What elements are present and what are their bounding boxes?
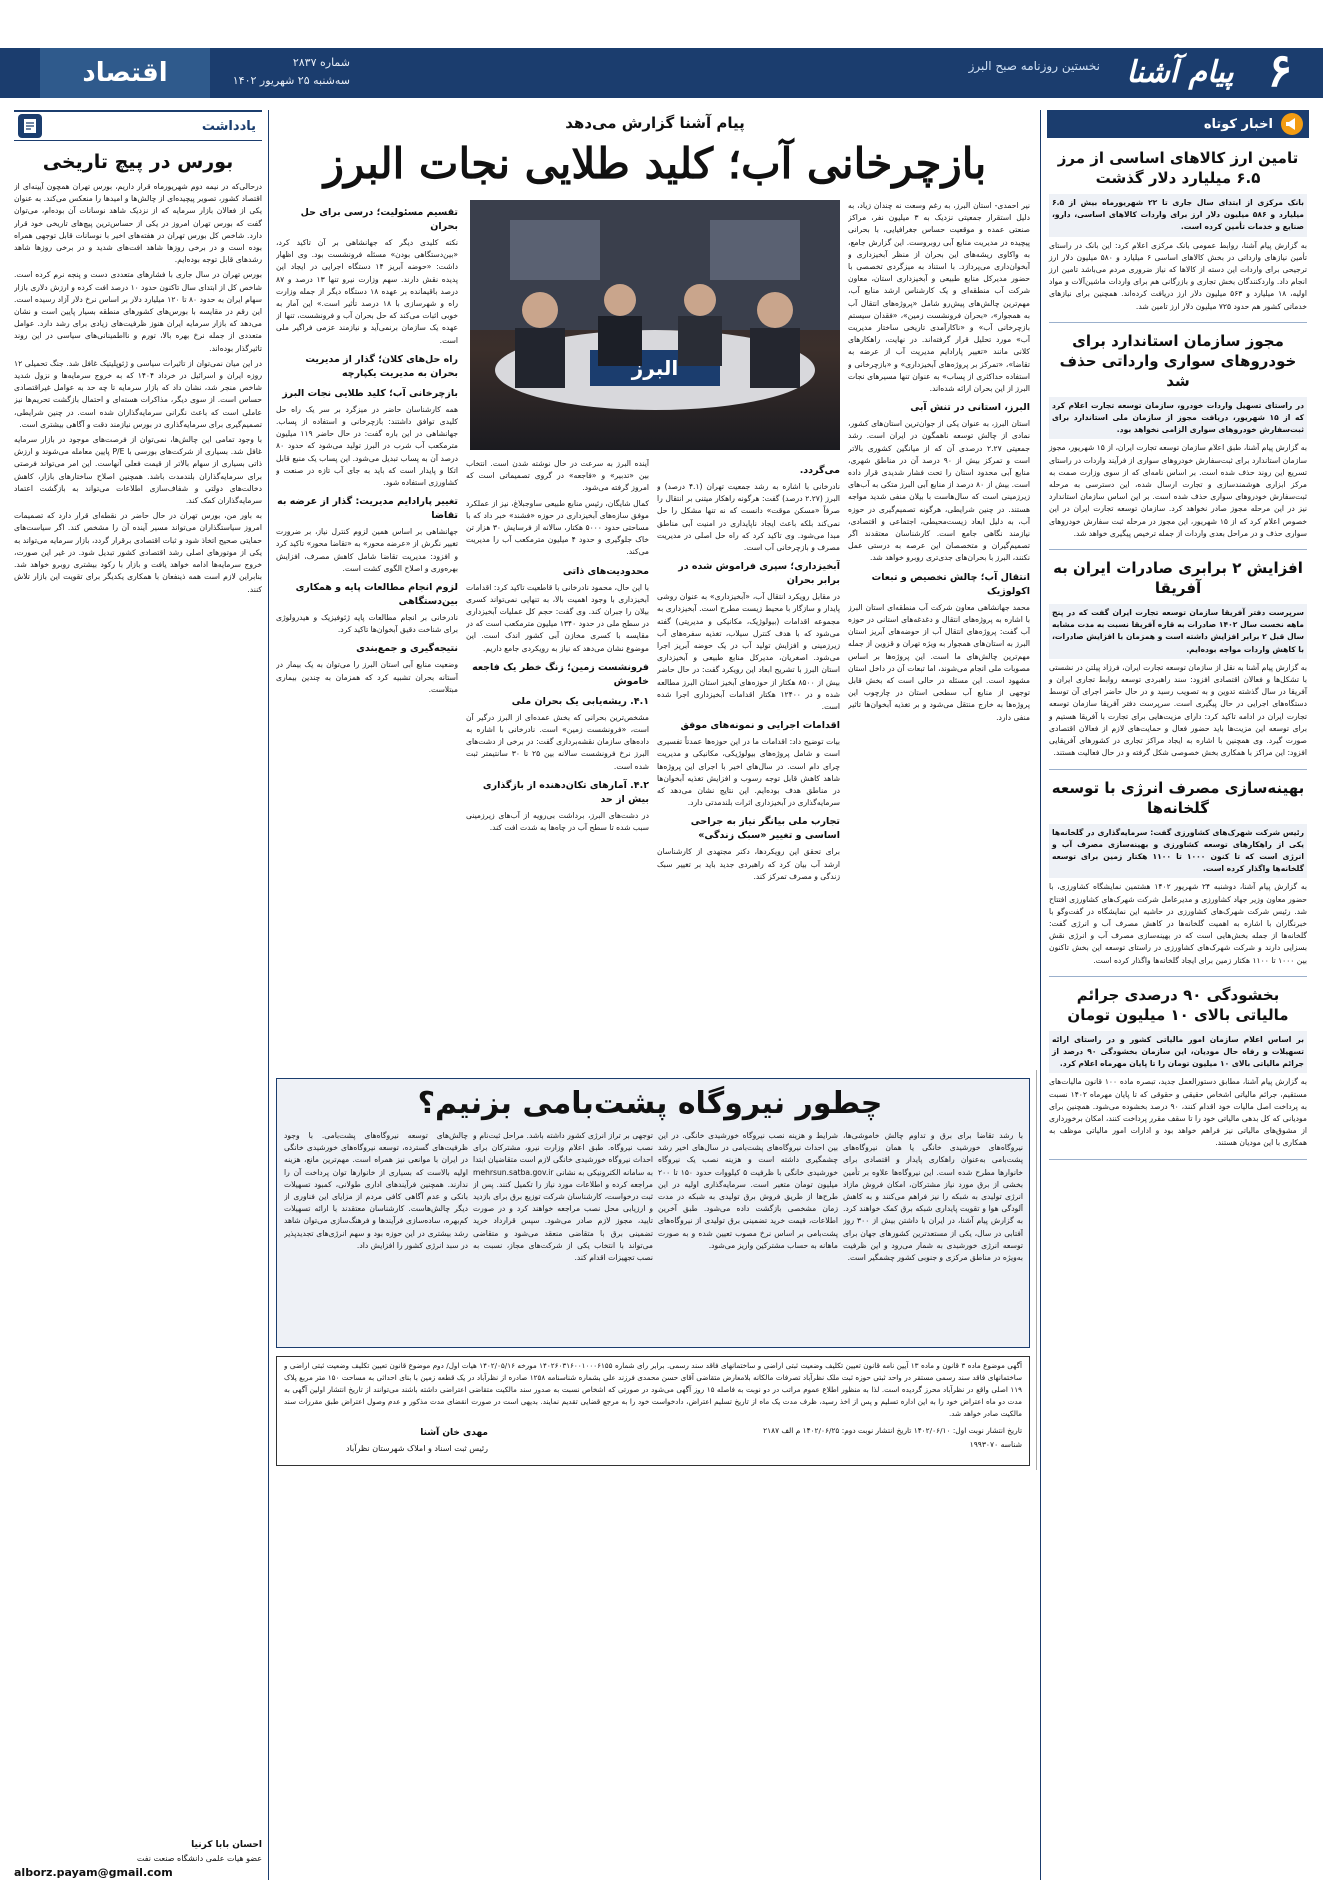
- article-subheading: بازچرخانی آب؛ کلید طلایی نجات البرز: [282, 387, 458, 399]
- article-subheading: نتیجه‌گیری و جمع‌بندی: [356, 643, 458, 655]
- article-subheading: اقدامات اجرایی و نمونه‌های موفق: [680, 720, 840, 732]
- main-column-4: [276, 200, 458, 1070]
- legal-notice-text: آگهی موضوع ماده ۳ قانون و ماده ۱۳ آیین نامه قانون تعیین تکلیف وضعیت ثبتی اراضی و ساختمانهای فاقد سند رسمی. برابر رای شماره ۱۴۰۲۶۰۳۱۶۰۰۱۰۰۰۶۱۵۵ مورخه ۱۴۰۲/۰۵/۱۶ هیات اول/ دوم موضوع قانون تعیین تکلیف وضعیت ثبتی اراضی و ساختمانهای فاقد سند رسمی مستقر در واحد ثبتی حوزه ثبت ملک نظرآباد تصرفات مالکانه بلامعارض متقاضی آقای حسن محمدی فرزند علی بشماره شناسنامه ۱۲۵۸ صادره از نظرآباد در یک قطعه زمین با بنای احداثی به مساحت ۱۵۰ متر مربع پلاک ۱۱۹ اصلی واقع در نظرآباد محرز گردیده است. لذا به منظور اطلاع عموم مراتب در دو نوبت به فاصله ۱۵ روز آگهی می‌شود در صورتی که اشخاص نسبت به صدور سند مالکیت متقاضی اعتراضی داشته باشند می‌توانند از تاریخ انتشار اولین آگهی به مدت دو ماه اعتراض خود را به این اداره تسلیم و پس از اخذ رسید، ظرف مدت یک ماه از تاریخ تسلیم اعتراض، دادخواست خود را به مرجع قضایی تقدیم نمایند. بدیهی است در صورت انقضای مدت مذکور و عدم وصول اعتراض طبق مقررات سند مالکیت صادر خواهد شد.: [284, 1361, 1022, 1418]
- news-brief-title: اخبار کوتاه: [1203, 116, 1273, 132]
- news-item: [1049, 148, 1307, 323]
- news-item-title: تامین ارز کالاهای اساسی از مرز ۶.۵ میلیارد دلار گذشت: [1057, 149, 1299, 187]
- notebook-icon: [18, 114, 42, 138]
- ad-paragraph: با رشد تقاضا برای برق و تداوم چالش خاموشی‌ها، نیروگاه‌های خورشیدی خانگی یا همان نیروگاه‌های پشت‌بامی به‌عنوان راهکاری پایدار و اقتصادی برای خانوارها مطرح شده است. این نیروگاه‌ها علاوه بر تأمین بخشی از برق مورد نیاز مشترکان، امکان فروش مازاد انرژی تولیدی به شبکه را نیز فراهم می‌کنند و به کاهش آلودگی هوا و تقویت پایداری شبکه برق کمک خواهند کرد. به گزارش پیام آشنا، در ایران با داشتن بیش از ۳۰۰ روز آفتابی در سال، یکی از مستعدترین کشورهای جهان برای توسعه انرژی خورشیدی به شمار می‌رود و این ظرفیت به‌ویژه در مناطق مرکزی و جنوبی کشور چشمگیر است.: [843, 1131, 1023, 1263]
- article-subheading: تجارب ملی بیانگر نیاز به جراحی اساسی و تغییر «سبک زندگی»: [690, 816, 840, 842]
- editorial-paragraph: بورس تهران در سال جاری با فشارهای متعددی دست و پنجه نرم کرده است. شاخص کل از ابتدای سال تاکنون حدود ۱۰ درصد افت کرده و ارزش دلاری بازار سهام ایران به حدود ۸۰ تا ۱۲۰ میلیارد دلار بر اساس نرخ دلار آزاد رسیده است. این رقم در مقایسه با بورس‌های کشورهای منطقه بسیار پایین است و نشان می‌دهد که بازار سرمایه ایران هنوز ظرفیت‌های زیادی برای رشد دارد. عوامل متعددی از جمله نرخ بهره بالا، تورم و نااطمینانی‌های سیاسی در این روند تاثیرگذار بوده‌اند.: [14, 270, 262, 353]
- main-title: بازچرخانی آب؛ کلید طلایی نجات البرز: [323, 139, 987, 188]
- editorial-title: بورس در پیچ تاریخی: [42, 151, 234, 173]
- news-item-title: مجوز سازمان استاندارد برای خودروهای سواری وارداتی حذف شد: [1059, 331, 1297, 390]
- news-item-title: بخشودگی ۹۰ درصدی جرائم مالیاتی بالای ۱۰ میلیون تومان: [1067, 985, 1289, 1024]
- article-paragraph: در دشت‌های البرز، برداشت بی‌رویه از آب‌های زیرزمینی سبب شده تا سطح آب در چاه‌ها به شدت افت کند.: [466, 810, 649, 833]
- article-paragraph: کمال شایگان، رئیس منابع طبیعی ساوجبلاغ، نیز از عملکرد موفق سازه‌های آبخیزداری در حوزه «فشند» خبر داد که با مساحتی حدود ۵۰۰۰ هکتار، سالانه از فرسایش ۳۰ هزار تن خاک جلوگیری و حدود ۴ میلیون مترمکعب آب را مدیریت می‌کند.: [466, 498, 649, 557]
- article-paragraph: جهانشاهی بر اساس همین لزوم کنترل نیاز، بر ضرورت تغییر نگرش از «عرضه محور» به «تقاضا محور» تاکید کرد و افزود: مدیریت تقاضا شامل کاهش مصرف، افزایش بهره‌وری و اصلاح الگوی کشت است.: [276, 527, 458, 573]
- article-subheading: البرز، استانی در تنش آبی: [910, 402, 1030, 414]
- page-number: ۶: [1267, 43, 1293, 97]
- main-kicker: پیام آشنا گزارش می‌دهد: [565, 114, 745, 132]
- news-item-body: به گزارش پیام آشنا، دوشنبه ۲۴ شهریور ۱۴۰۲ هشتمین نمایشگاه کشاورزی، با حضور معاون وزیر جهاد کشاورزی و مدیرعامل شرکت شهرک‌های کشاورزی افتتاح شد. رئیس شرکت شهرک‌های کشاورزی در حاشیه این نمایشگاه در گفت‌وگو با خبرنگاران با اشاره به اهمیت گلخانه‌ها در کاهش مصرف آب و انرژی گفت: گلخانه‌ها از جمله بخش‌هایی است که در بهینه‌سازی مصرف آب و انرژی نقش بسزایی دارند و شرکت شهرک‌های کشاورزی در راستای توسعه این بخش تاکنون بین ۱۰۰۰ تا ۱۱۰۰ هکتار زمین برای ایجاد گلخانه‌ها واگذار کرده است.: [1049, 882, 1308, 965]
- article-paragraph: بیات توضیح داد: اقدامات ما در این حوزه‌ها عمدتاً تفسیری است و شامل پروژه‌های بیولوژیکی، مکانیکی و مدیریت چرای دام است. در سال‌های اخیر با اجرای این پروژه‌ها شاهد کاهش قابل توجه رسوب و افزایش تغذیه آبخوان‌ها در مناطق هدف بوده‌ایم. این نتایج نشان می‌دهد که سرمایه‌گذاری در آبخیزداری اثرات بلندمدتی دارد.: [657, 737, 840, 808]
- article-paragraph: همه کارشناسان حاضر در میزگرد بر سر یک راه حل کلیدی توافق داشتند: بازچرخانی و استفاده از پساب. جهانشاهی در این باره گفت: در حال حاضر ۱۱۹ میلیون مترمکعب آب شرب در البرز تولید می‌شود که حدود ۸۰ درصد آن به پساب تبدیل می‌شود. این پساب یک منبع قابل اتکا و پایدار است که باید به جای آب تازه در صنعت و کشاورزی استفاده شود.: [276, 404, 458, 488]
- ad-column-2: [658, 1130, 838, 1342]
- article-paragraph: نکته کلیدی دیگر که جهانشاهی بر آن تاکید کرد، «بین‌دستگاهی بودن» مسئله فرونشست بود. وی اظهار داشت: «حوضه آبریز ۱۴ دستگاه اجرایی در ایجاد این پدیده نقش دارند. سهم وزارت نیرو تنها ۱۳ درصد و ۸۷ درصد باقیمانده بر عهده ۱۸ دستگاه دیگر از جمله وزارت راه و شهرسازی با ۱۸ درصد تأثیر است.» این آمار به خوبی اثبات می‌کند که حل بحران آب و فرونشست، تنها از عهده یک سازمان برنمی‌آید و نیازمند عزمی فراگیر ملی است.: [276, 238, 458, 345]
- editorial-paragraph: به باور من، بورس تهران در حال حاضر در نقطه‌ای قرار دارد که تصمیمات امروز سیاستگذاران می‌تواند مسیر آینده آن را مشخص کند. اگر سیاست‌های حمایتی صحیح اتخاذ شود و ثبات اقتصادی برقرار گردد، بازار سرمایه می‌تواند به یکی از موتورهای اصلی رشد اقتصادی کشور تبدیل شود. در غیر این صورت، خروج سرمایه‌ها ادامه خواهد یافت و بازار با رکود بیشتری روبرو خواهد شد. بنابراین لازم است همه ذینفعان با همکاری یکدیگر برای تقویت این بازار تلاش کنند.: [14, 511, 262, 594]
- roundtable-image: [470, 200, 840, 450]
- news-item-body: به گزارش پیام آشنا، مطابق دستورالعمل جدید، تبصره ماده ۱۰۰ قانون مالیات‌های مستقیم، جرائم مالیاتی اشخاص حقیقی و حقوقی که تا پایان مهرماه ۱۴۰۲ نسبت به پرداخت اصل مالیات خود اقدام کنند، ۹۰ درصد بخشوده می‌شود. همچنین برای مودیانی که کل بدهی مالیاتی خود را تا سقف مقرر پرداخت کنند، امکان برخورداری از مشوق‌های مالیاتی نیز فراهم خواهد بود و ادارات امور مالیاتی موظف به همکاری با این مودیان هستند.: [1049, 1077, 1307, 1148]
- article-subheading: تقسیم مسئولیت؛ درسی برای حل بحران: [300, 207, 458, 232]
- editorial-header: [14, 110, 262, 141]
- ad-column-1: [843, 1130, 1023, 1342]
- ad-column-4: [284, 1130, 468, 1342]
- news-item-lead: بانک مرکزی از ابتدای سال جاری تا ۲۲ شهریورماه بیش از ۶.۵ میلیارد و ۵۸۶ میلیون دلار ارز برای واردات کالاهای اساسی، دارو، صنایع و خدمات تأمین کرده است.: [1049, 194, 1307, 237]
- ad-paragraph: شرایط و هزینه نصب نیروگاه خورشیدی خانگی. در این بین احداث نیروگاه‌های پشت‌بامی در سال‌های اخیر رشد چشمگیری داشته است و هزینه نصب یک نیروگاه خورشیدی خانگی با ظرفیت ۵ کیلووات حدود ۱۵۰ تا ۲۰۰ میلیون تومان متغیر است. سرمایه‌گذاری اولیه در این طرح‌ها از طریق فروش برق تولیدی به شبکه در مدت زمان مشخصی بازگشت داده می‌شود. طبق آخرین اطلاعات، قیمت خرید تضمینی برق تولیدی از نیروگاه‌های پشت‌بامی بر اساس نرخ مصوب تعیین شده و به صورت ماهانه به حساب مشترکین واریز می‌شود.: [658, 1131, 838, 1250]
- article-paragraph: نیر احمدی- استان البرز، به رغم وسعت نه چندان زیاد، به دلیل استقرار جمعیتی نزدیک به ۳ میلیون نفر، مراکز صنعتی عمده و موقعیت حساس جغرافیایی، با بحرانی پیچیده در مدیریت منابع آبی روبروست. این گزارش جامع، به واکاوی ریشه‌های این بحران از منظر آبخیزداری و آبخوان‌داری می‌پردازد. با استناد به میزگردی تخصصی با حضور مدیرکل منابع طبیعی و آبخیزداری استان، معاون شرکت آب منطقه‌ای و یک کارشناس ارشد منابع آب، مهم‌ترین چالش‌های پیش‌رو شامل «پروژه‌های انتقال آب به همجوار»، «بحران فرونشست زمین»، «فقدان سیستم بازچرخانی آب» و «ناکارآمدی تاریخی ساختار مدیریت آب» مورد تحلیل قرار گرفته‌اند. در نهایت، راهکارهای کلانی مانند «تغییر پارادایم مدیریت آب از عرضه به تقاضا»، «تمرکز بر پروژه‌های آبخیزداری» و «بازچرخانی و استفاده حداکثری از پساب» به عنوان تنها مسیرهای نجات البرز از این بحران ارائه شده‌اند.: [848, 201, 1030, 394]
- masthead-logo: پیام آشنا: [1126, 55, 1234, 90]
- legal-notice-signer: مهدی خان آشنا: [420, 1428, 488, 1438]
- article-paragraph: نادرخانی با اشاره به رشد جمعیت تهران (۴.۱ درصد) و البرز (۲.۲۷ درصد) گفت: هرگونه راهکار میتنی بر انتقال را صرفاً «مسکن موقت» دانست که نه تنها مشکل را حل نمی‌کند بلکه باعث ایجاد ناپایداری در امنیت آبی مناطق مبدا می‌شود. وی تاکید کرد که راه حل اصلی در مدیریت مصرف و بازچرخانی آب است.: [657, 482, 840, 553]
- editorial-email[interactable]: alborz.payam@gmail.com: [14, 1866, 173, 1879]
- article-subheading: محدودیت‌های ذاتی: [562, 565, 649, 577]
- main-column-2: [657, 458, 840, 1070]
- news-brief-column: [1047, 110, 1309, 1885]
- article-paragraph: با این حال، محمود نادرخانی با قاطعیت تاکید کرد: اقدامات آبخیزداری با وجود اهمیت بالا، به تنهایی نمی‌تواند کسری بیلان را جبران کند. وی گفت: حجم کل عملیات آبخیزداری در سطح ملی در حدود ۱۳۴۰ میلیون مترمکعب است که در مقایسه با کسری مخازن آبی کشور اندک است. این موضوع نشان می‌دهد که نیاز به رویکردی جامع داریم.: [466, 582, 649, 653]
- news-item-body: به گزارش پیام آشنا، طبق اعلام سازمان توسعه تجارت ایران، از ۱۵ شهریور، مجوز سازمان استاندارد برای ثبت‌سفارش خودروهای سواری از فرآیند واردات در راستای تسریع این روند حذف شده است. بر اساس نامه‌ای که از سوی وزارت صمت به مرکز ابزاری هوشمندسازی و تجارت ارسال شده، این دسترسی به مرحله ثبت‌سفارش خودروهای سواری حذف شده است. بر این اساس سازمان استاندارد نیز در این مرحله مجوز صادر نخواهد کرد. سازمان توسعه تجارت ایران در این خصوص اعلام کرد که از ۱۵ شهریور، این مجوز در مرحله ثبت سفارش خودروهای سواری حذف و در مراحل بعدی واردات از جمله ترخیص پیگیری خواهد شد.: [1049, 443, 1308, 538]
- news-item: [1049, 778, 1307, 977]
- article-paragraph: وضعیت منابع آبی استان البرز را می‌توان به یک بیمار در آستانه بحران تشبیه کرد که همزمان به چندین بیماری مبتلاست.: [276, 660, 458, 694]
- masthead-date: سه‌شنبه ۲۵ شهریور ۱۴۰۲: [232, 74, 350, 87]
- article-paragraph: نادرخانی بر انجام مطالعات پایه ژئوفیزیک و هیدرولوژی برای شناخت دقیق آبخوان‌ها تاکید کرد.: [276, 613, 458, 635]
- main-photo: [470, 200, 840, 450]
- article-paragraph: در مقابل رویکرد انتقال آب، «آبخیزداری» به عنوان روشی پایدار و سازگار با محیط زیست مطرح است. آبخیزداری به مجموعه اقدامات (بیولوژیک، مکانیکی و مدیریتی) گفته می‌شود که با هدف کنترل سیلاب، تغذیه سفره‌های آب زیرزمینی و افزایش تولید آب در یک حوضه آبریز اجرا می‌شود. اصغریان، مدیرکل منابع طبیعی و آبخیزداری استان البرز با تشریح ابعاد این رویکرد گفت: در حال حاضر بیش از ۸۵۰۰ هکتار از حوزه‌های آبخیز استان البرز مطالعه شده و در ۱۲۴۰۰ هکتار اقدامات آبخیزداری اجرا شده است.: [657, 592, 840, 712]
- news-item: [1049, 985, 1307, 1160]
- ad-title: چطور نیروگاه پشت‌بامی بزنیم؟: [417, 1086, 883, 1121]
- ad-paragraph: توجهی بر تراز انرژی کشور داشته باشد. مراحل ثبت‌نام و نصب نیروگاه. طبق اعلام وزارت نیرو، مشترکان برای احداث نیروگاه خورشیدی خانگی لازم است متقاضیان ابتدا به سامانه الکترونیکی به نشانی mehrsun.satba.gov.ir مراجعه کرده و اطلاعات مورد نیاز را تکمیل کنند. پس از ثبت درخواست، کارشناسان شرکت توزیع برق برای بازدید و ارزیابی محل نصب مراجعه خواهند کرد و در صورت تایید، مجوز لازم صادر می‌شود. سپس قرارداد خرید تضمینی برق با متقاضی منعقد می‌شود و متقاضی می‌تواند با انتخاب یکی از شرکت‌های مجاز، نسبت به نصب تجهیزات اقدام کند.: [473, 1131, 653, 1263]
- column-divider: [268, 110, 269, 1880]
- editorial-body: [14, 181, 262, 596]
- article-paragraph: استان البرز، به عنوان یکی از جوان‌ترین استان‌های کشور، نمادی از چالش توسعه ناهمگون در ایران است. رشد جمعیتی ۲.۲۷ درصدی آن که از میانگین کشوری بالاتر است و تمرکز بیش از ۹۰ درصد آن در مناطق شهری، منابع آبی محدود استان را تحت فشار شدیدی قرار داده است. بیش از ۸۰ درصد از منابع آبی البرز متکی به آب‌های زیرزمینی است که سال‌هاست با بیلان منفی شدید مواجه هستند. در چنین شرایطی، هرگونه تصمیم‌گیری در حوزه آب، به دلیل ابعاد زیست‌محیطی، اجتماعی و اقتصادی، نیازمند نگاهی جامع است. کارشناسان معتقدند اگر تصمیم‌گیران و متخصصان این عرصه به درستی عمل نکنند، البرز با بحران‌های جدی‌تری روبرو خواهد شد.: [848, 419, 1030, 563]
- main-column-1: [848, 200, 1030, 1070]
- news-item-title: بهینه‌سازی مصرف انرژی با توسعه گلخانه‌ها: [1051, 778, 1305, 817]
- section-label: اقتصاد: [40, 48, 210, 98]
- article-subheading: آبخیزداری؛ سپری فراموش شده در برابر بحران: [678, 561, 840, 587]
- news-item-lead: در راستای تسهیل واردات خودرو، سازمان توسعه تجارت اعلام کرد که از ۱۵ شهریور، دریافت مجوز از سازمان ملی استاندارد برای ثبت‌سفارش خودروهای سواری الزامی نخواهد بود.: [1049, 397, 1307, 440]
- editorial-author: احسان بابا کرنیا: [191, 1840, 262, 1850]
- editorial-paragraph: در این میان نمی‌توان از تاثیرات سیاسی و ژئوپلیتیک غافل شد. جنگ تحمیلی ۱۲ روزه ایران و اسرائیل در خرداد ۱۴۰۴ که به خروج سرمایه‌ها و نزول شدید شاخص منجر شد، نشان داد که بازار سرمایه تا چه حد به عوامل غیراقتصادی حساس است. از سوی دیگر، مذاکرات هسته‌ای و احتمال بازگشت تحریم‌ها نیز عاملی است که باعث نگرانی سرمایه‌گذاران شده است. در چنین شرایطی، تصمیم‌گیری برای سرمایه‌گذاری در بورس نیازمند دقت و آگاهی بیشتری است.: [14, 358, 262, 429]
- article-paragraph: مشخص‌ترین بحرانی که بخش عمده‌ای از البرز درگیر آن است، «فرونشست زمین» است. نادرخانی با اشاره به داده‌های سازمان نقشه‌برداری گفت: در برخی از دشت‌های البرز نرخ فرونشست سالانه بین ۲۵ تا ۳۰ سانتیمتر ثبت شده است.: [466, 712, 649, 771]
- news-item-title: افزایش ۲ برابری صادرات ایران به آفریقا: [1053, 559, 1303, 598]
- column-divider: [1040, 110, 1041, 1880]
- article-subheading: لزوم انجام مطالعات پایه و همکاری بین‌دستگاهی: [295, 582, 458, 608]
- editorial-column: [14, 110, 262, 1885]
- news-item: [1049, 558, 1307, 769]
- article-subheading: فرونشست زمین؛ زنگ خطر یک فاجعه خاموش: [472, 661, 649, 687]
- legal-notice-serial: شناسه ۱۹۹۳۰۷۰: [969, 1440, 1022, 1449]
- editorial-author-role: عضو هیات علمی دانشگاه صنعت نفت: [136, 1854, 262, 1863]
- masthead-issue: شماره ۲۸۳۷: [292, 56, 350, 69]
- news-item-body: به گزارش پیام آشنا، روابط عمومی بانک مرکزی اعلام کرد: این بانک در راستای تأمین نیازهای وارداتی در بخش کالاهای اساسی ۶ میلیارد و ۵۸۰ میلیون دلار ارز ترجیحی برای واردات این دسته از کالاها که نیاز ضروری مردم می‌باشد تامین ارز انجام داد. واردکنندگان بخش تجاری و بازرگانی هم برای واردات ماشین‌آلات و مواد اولیه، ۱۸ میلیارد و ۵۶۳ میلیون دلار ارز دریافت کرده‌اند. همچنین برای نیازهای خدماتی کشور هم حدود ۷۲۵ میلیون دلار ارز تامین شد.: [1049, 240, 1307, 311]
- editorial-paragraph: با وجود تمامی این چالش‌ها، نمی‌توان از فرصت‌های موجود در بازار سرمایه غافل شد. بسیاری از شرکت‌های بورسی با P/E پایین معامله می‌شوند و ارزش ذاتی بسیاری از سهام بالاتر از قیمت فعلی آنهاست. این امر می‌تواند فرصتی برای سرمایه‌گذاران بلندمدت باشد. همچنین اصلاح ساختارهای بازار، کاهش دخالت‌های دولتی و شفاف‌سازی اطلاعات می‌تواند به بازگشت اعتماد سرمایه‌گذاران کمک کند.: [14, 435, 262, 506]
- article-subheading: ۴.۱. ریشه‌یابی یک بحران ملی: [511, 695, 649, 707]
- editorial-paragraph: درحالی‌که در نیمه دوم شهریورماه قرار داریم، بورس تهران همچون آیینه‌ای از اقتصاد کشور، تصویر پیچیده‌ای از چالش‌ها و امیدها را منعکس می‌کند. به عنوان یکی از فعالان بازار سرمایه که از نزدیک شاهد نوسانات آن بوده‌ام، می‌توان گفت که بورس تهران امروز در یکی از حساس‌ترین پیچ‌های تاریخی خود قرار دارد. شاخص کل بورس تهران در هفته‌های اخیر با نوسانات قابل توجهی همراه بوده است و در برخی روزها شاهد افت‌های شدید و در برخی روزها شاهد رشدهای قابل توجه بوده‌ایم.: [14, 182, 262, 265]
- news-item-body: به گزارش پیام آشنا به نقل از سازمان توسعه تجارت ایران، فرزاد پیلتن در نشستی با تشکل‌ها و فعالان اقتصادی افزود: سند راهبردی توسعه روابط تجاری ایران و آفریقا در سال گذشته تدوین و به تصویب رسید و در حال حاضر اجرای آن توسط دستگاه‌های اجرایی در حال پیگیری است. سرپرست دفتر آفریقا سازمان توسعه تجارت ایران در ادامه تاکید کرد: دارای مزیت‌هایی برای تجارت با آفریقا هستیم و برای توسعه این مزیت‌ها باید حضور فعال و حمایت‌های لازم از فعالان اقتصادی صورت گیرد. وی همچنین با اشاره به ایجاد مراکز تجاری در کشورهای آفریقایی افزود: این مراکز با همکاری بخش خصوصی شکل گرفته و در حال فعالیت هستند.: [1049, 662, 1307, 758]
- news-item: [1049, 331, 1307, 550]
- photo-brand: البرز: [631, 356, 679, 380]
- article-subheading: ۴.۲. آمارهای تکان‌دهنده از بازگذاری بیش از حد: [482, 779, 649, 805]
- news-item-lead: رئیس شرکت شهرک‌های کشاورزی گفت: سرمایه‌گذاری در گلخانه‌ها یکی از راهکارهای توسعه کشاورزی و بهینه‌سازی مصرف آب و انرژی است که تا کنون ۱۰۰۰ تا ۱۱۰۰ هکتار زمین برای توسعه گلخانه‌ها واگذار کرده است.: [1049, 824, 1307, 879]
- ad-column-3: [473, 1130, 653, 1342]
- legal-notice-signer-role: رئیس ثبت اسناد و املاک شهرستان نظرآباد: [346, 1444, 488, 1453]
- main-column-3: [466, 458, 649, 1070]
- legal-notice-dates: تاریخ انتشار نوبت اول: ۱۴۰۲/۰۶/۱۰ تاریخ انتشار نوبت دوم: ۱۴۰۲/۰۶/۲۵ م الف ۲۱۸۷: [763, 1426, 1022, 1435]
- editorial-label: یادداشت: [201, 118, 256, 134]
- article-subheading: راه حل‌های کلان؛ گذار از مدیریت بحران به مدیریت یکپارچه: [305, 353, 458, 379]
- ad-paragraph: چالش‌های توسعه نیروگاه‌های پشت‌بامی. با وجود ظرفیت‌های گسترده، توسعه نیروگاه‌های خورشیدی خانگی در ایران با موانعی نیز همراه است. مهم‌ترین مانع، هزینه اولیه بالاست که بسیاری از خانوارها توان پرداخت آن را ندارند. همچنین فرآیندهای اداری طولانی، کمبود تسهیلات بانکی و عدم آگاهی کافی مردم از مزایای این فناوری از دیگر چالش‌هاست. کارشناسان معتقدند با ارائه تسهیلات کم‌بهره، ساده‌سازی فرآیندها و فرهنگ‌سازی می‌توان شاهد رشد بیشتری در این حوزه بود و سهم انرژی‌های تجدیدپذیر در سبد انرژی کشور را افزایش داد.: [284, 1131, 468, 1250]
- article-subheading: تغییر پارادایم مدیریت: گذار از عرضه به تقاضا: [277, 496, 458, 522]
- megaphone-icon: [1281, 113, 1303, 135]
- news-brief-list: [1047, 138, 1309, 1160]
- article-subheading: انتقال آب؛ چالش تخصیص و تبعات اکولوژیک: [871, 571, 1030, 597]
- masthead-slogan: نخستین روزنامه صبح البرز: [968, 59, 1100, 73]
- news-item-lead: بر اساس اعلام سازمان امور مالیاتی کشور و در راستای ارائه تسهیلات و رفاه حال مودیان، این سازمان بخشودگی ۹۰ درصد از جرائم مالیاتی بالای ۱۰ میلیون تومان را تا پایان مهرماه اعلام کرد.: [1049, 1031, 1307, 1074]
- article-subheading: می‌گردد.: [799, 465, 840, 476]
- news-brief-header: [1047, 110, 1309, 138]
- article-paragraph: محمد جهانشاهی معاون شرکت آب منطقه‌ای استان البرز با اشاره به پروژه‌های انتقال و دغدغه‌های استانی در حوزه آب گفت: پروژه‌های انتقال آب از حوضه‌های آبریز استان البرز به استان‌های همجوار به ویژه تهران و قزوین از جمله مهم‌ترین چالش‌های ما است. این پروژه‌ها بر اساس مصوبات ملی انجام می‌شوند، اما تبعات آن در داخل استان مشهود است. این مسئله در حالی است که بخش قابل توجهی از منابع آب سطحی استان در چارچوب این پروژه‌ها به خارج منتقل می‌شود و بر تغذیه آبخوان‌ها تاثیر منفی دارد.: [848, 602, 1030, 722]
- news-item-lead: سرپرست دفتر آفریقا سازمان توسعه تجارت ایران گفت که در پنج ماهه نخست سال ۱۴۰۲ صادرات به قاره آفریقا نسبت به مدت مشابه سال قبل ۲ برابر افزایش داشته است و همزمان با افزایش صادرات، با کاهش واردات مواجه بوده‌ایم.: [1049, 604, 1307, 659]
- article-paragraph: آینده البرز به سرعت در حال نوشته شدن است. انتخاب بین «تدبیر» و «فاجعه» در گروی تصمیماتی است که امروز گرفته می‌شود.: [466, 459, 649, 493]
- column-divider: [1036, 1070, 1037, 1470]
- article-paragraph: برای تحقق این رویکردها، دکتر مجتهدی از کارشناسان ارشد آب بیان کرد که راهبردی جدید باید بر تغییر سبک زندگی و مصرف تمرکز کند.: [657, 847, 840, 881]
